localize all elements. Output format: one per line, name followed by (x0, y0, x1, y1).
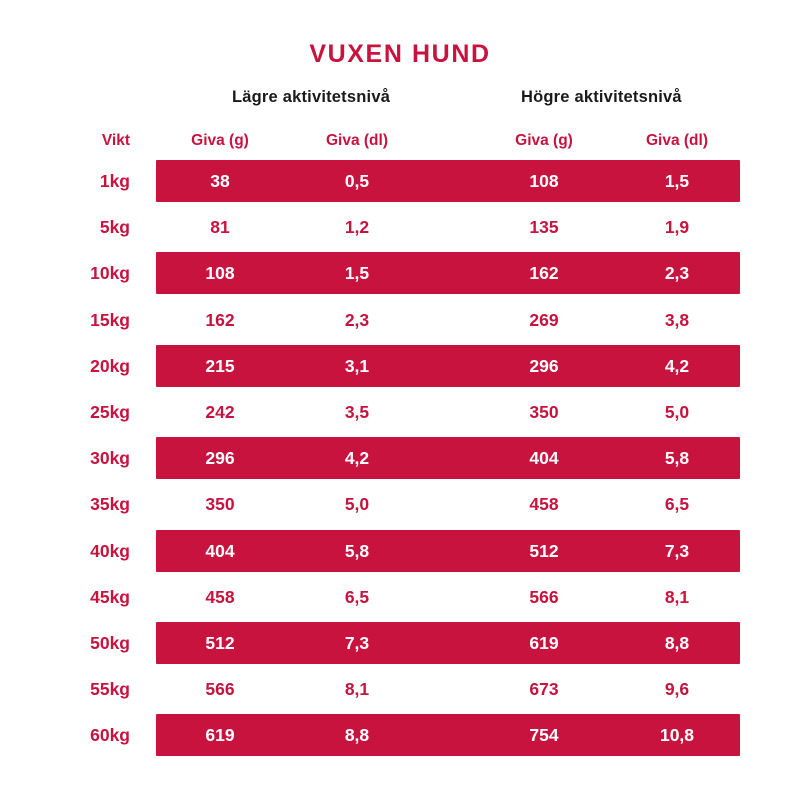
table-row (0, 204, 800, 250)
column-header-low-dl: Giva (dl) (325, 132, 388, 149)
cell-high-g: 135 (529, 217, 559, 238)
cell-low-dl: 1,5 (344, 263, 370, 284)
cell-weight: 45kg (90, 586, 130, 607)
table-row (0, 297, 800, 343)
cell-low-dl: 3,1 (344, 355, 370, 376)
cell-low-g: 566 (205, 679, 235, 700)
table-row (0, 250, 800, 296)
cell-high-g: 673 (529, 679, 559, 700)
cell-weight: 55kg (90, 679, 130, 700)
cell-high-dl: 7,3 (664, 540, 690, 561)
cell-low-dl: 5,0 (344, 494, 370, 515)
cell-high-dl: 4,2 (664, 355, 690, 376)
cell-weight: 5kg (99, 217, 130, 238)
cell-high-g: 566 (529, 586, 559, 607)
cell-high-dl: 8,8 (664, 632, 690, 653)
cell-low-dl: 3,5 (344, 401, 370, 422)
cell-low-g: 215 (205, 355, 235, 376)
cell-high-g: 350 (529, 401, 559, 422)
cell-low-g: 619 (205, 725, 235, 746)
cell-low-dl: 2,3 (344, 309, 370, 330)
column-group-high-activity: Högre aktivitetsnivå (521, 88, 682, 106)
cell-low-g: 162 (205, 309, 235, 330)
cell-high-g: 458 (529, 494, 559, 515)
cell-weight: 25kg (90, 401, 130, 422)
table-row (0, 620, 800, 666)
cell-high-g: 754 (529, 725, 559, 746)
cell-high-g: 162 (529, 263, 559, 284)
cell-low-g: 404 (205, 540, 235, 561)
table-row (0, 435, 800, 481)
cell-high-dl: 9,6 (664, 679, 690, 700)
table (0, 124, 800, 758)
cell-high-g: 269 (529, 309, 559, 330)
cell-high-g: 108 (529, 171, 559, 191)
table-row (0, 666, 800, 712)
cell-weight: 10kg (90, 263, 130, 284)
cell-low-g: 296 (205, 448, 235, 469)
cell-weight: 20kg (90, 355, 130, 376)
cell-low-g: 108 (205, 263, 235, 284)
cell-high-dl: 2,3 (664, 263, 690, 284)
cell-high-dl: 8,1 (664, 586, 690, 607)
cell-weight: 60kg (90, 725, 130, 746)
cell-high-g: 619 (529, 632, 559, 653)
cell-low-g: 38 (210, 171, 230, 191)
cell-weight: 35kg (90, 494, 130, 515)
cell-low-dl: 4,2 (344, 448, 370, 469)
cell-high-dl: 5,0 (664, 401, 690, 422)
cell-low-g: 242 (205, 401, 235, 422)
cell-weight: 30kg (90, 448, 130, 469)
cell-weight: 40kg (90, 540, 130, 561)
cell-high-g: 296 (529, 355, 559, 376)
cell-low-dl: 8,8 (344, 725, 370, 746)
table-row (0, 158, 800, 204)
table-row (0, 574, 800, 620)
table-row (0, 343, 800, 389)
table-row (0, 528, 800, 574)
cell-high-dl: 1,9 (664, 217, 690, 238)
table-row (0, 481, 800, 527)
cell-weight: 50kg (90, 632, 130, 653)
column-header-high-dl: Giva (dl) (645, 132, 708, 149)
column-header-high-g: Giva (g) (515, 132, 573, 149)
cell-low-dl: 1,2 (344, 217, 370, 238)
cell-low-g: 350 (205, 494, 235, 515)
cell-low-dl: 7,3 (344, 632, 370, 653)
cell-high-g: 404 (529, 448, 559, 469)
table-row (0, 712, 800, 758)
column-group-low-activity: Lägre aktivitetsnivå (232, 88, 391, 106)
cell-high-dl: 5,8 (664, 448, 690, 469)
cell-low-g: 458 (205, 586, 235, 607)
cell-low-dl: 5,8 (344, 540, 370, 561)
cell-weight: 15kg (90, 309, 130, 330)
cell-low-dl: 6,5 (344, 586, 370, 607)
column-header-weight: Vikt (101, 132, 130, 149)
cell-weight: 1kg (99, 171, 130, 191)
table-header-row (0, 124, 800, 158)
cell-low-g: 81 (210, 217, 230, 238)
cell-low-dl: 0,5 (344, 171, 370, 191)
cell-high-dl: 6,5 (664, 494, 690, 515)
column-header-low-g: Giva (g) (191, 132, 249, 149)
cell-high-dl: 1,5 (664, 171, 690, 191)
page-title: VUXEN HUND (309, 40, 491, 68)
cell-low-g: 512 (205, 632, 235, 653)
cell-low-dl: 8,1 (344, 679, 370, 700)
cell-high-dl: 10,8 (659, 725, 695, 746)
cell-high-dl: 3,8 (664, 309, 690, 330)
table-row (0, 389, 800, 435)
cell-high-g: 512 (529, 540, 559, 561)
